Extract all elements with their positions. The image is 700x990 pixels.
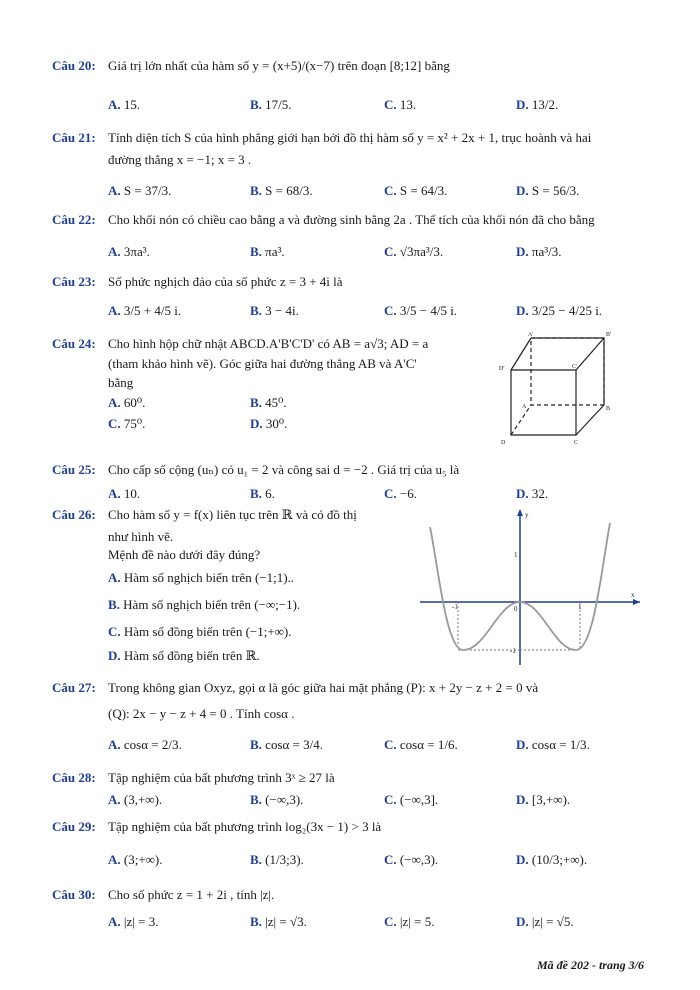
option-b[interactable]: B. S = 68/3. bbox=[250, 183, 313, 198]
label-c: C bbox=[574, 440, 579, 446]
x-tick-neg1: -1 bbox=[452, 603, 458, 611]
label-d: D bbox=[501, 440, 506, 446]
option-d[interactable]: D. S = 56/3. bbox=[516, 183, 580, 198]
question-text: Giá trị lớn nhất của hàm số y = (x+5)/(x−7) trên đoạn [8;12] bằng bbox=[108, 58, 450, 73]
label-a-prime: A' bbox=[528, 332, 534, 338]
question-22: Câu 22: Cho khối nón có chiều cao bằng a và đường sinh bằng 2a . Thể tích của khối nón đã cho bằng bbox=[52, 212, 595, 227]
option-a[interactable]: A. S = 37/3. bbox=[108, 183, 172, 198]
option-d[interactable]: D. Hàm số đồng biến trên ℝ. bbox=[108, 648, 260, 663]
option-a[interactable]: A. 3/5 + 4/5 i. bbox=[108, 303, 182, 318]
option-b[interactable]: B. cosα = 3/4. bbox=[250, 737, 324, 752]
option-c[interactable]: C. S = 64/3. bbox=[384, 183, 448, 198]
question-24: Câu 24: Cho hình hộp chữ nhật ABCD.A'B'C'D' có AB = a√3; AD = a bbox=[52, 336, 429, 351]
option-a[interactable]: A. (3;+∞). bbox=[108, 852, 163, 867]
option-a[interactable]: A. 15. bbox=[108, 97, 141, 112]
option-d[interactable]: D. πa³/3. bbox=[516, 244, 562, 259]
question-20 bbox=[52, 58, 450, 74]
option-b[interactable]: B. (−∞,3). bbox=[250, 792, 304, 807]
option-b[interactable]: B. πa³. bbox=[250, 244, 285, 259]
option-c[interactable]: C. cosα = 1/6. bbox=[384, 737, 458, 752]
option-c[interactable]: C. 75⁰. bbox=[108, 416, 146, 431]
option-a[interactable]: A. cosα = 2/3. bbox=[108, 737, 182, 752]
question-29: Câu 29: Tập nghiệm của bất phương trình log₂(3x − 1) > 3 là bbox=[52, 819, 382, 834]
y-tick-1: 1 bbox=[514, 551, 518, 559]
question-28: Câu 28: Tập nghiệm của bất phương trình 3ˣ ≥ 27 là bbox=[52, 770, 335, 785]
cuboid-figure bbox=[496, 330, 626, 458]
option-d[interactable]: D. [3,+∞). bbox=[516, 792, 571, 807]
option-c[interactable]: C. −6. bbox=[384, 486, 417, 501]
option-d[interactable]: D. 13/2. bbox=[516, 97, 559, 112]
page-footer: Mã đề 202 - trang 3/6 bbox=[536, 958, 644, 972]
option-b[interactable]: B. 6. bbox=[250, 486, 275, 501]
option-b[interactable]: B. |z| = √3. bbox=[250, 914, 307, 929]
label-a: A bbox=[522, 404, 527, 410]
question-26: Câu 26: Cho hàm số y = f(x) liên tục trên ℝ và có đồ thị bbox=[52, 507, 357, 522]
x-axis-label: x bbox=[631, 591, 635, 599]
option-c[interactable]: C. 3/5 − 4/5 i. bbox=[384, 303, 458, 318]
option-c[interactable]: C. √3πa³/3. bbox=[384, 244, 444, 259]
option-a[interactable]: A. 60⁰. bbox=[108, 395, 146, 410]
option-d[interactable]: D. (10/3;+∞). bbox=[516, 852, 588, 867]
label-b-prime: B' bbox=[606, 332, 612, 338]
option-d[interactable]: D. 32. bbox=[516, 486, 549, 501]
option-a[interactable]: A. 10. bbox=[108, 486, 141, 501]
origin-label: 0 bbox=[514, 605, 518, 613]
option-d[interactable]: D. |z| = √5. bbox=[516, 914, 574, 929]
question-25: Câu 25: Cho cấp số cộng (uₙ) có u₁ = 2 và công sai d = −2 . Giá trị của u₅ là bbox=[52, 462, 460, 477]
question-23: Câu 23: Số phức nghịch đảo của số phức z = 3 + 4i là bbox=[52, 274, 343, 289]
option-a[interactable]: A. |z| = 3. bbox=[108, 914, 159, 929]
y-tick-neg1: -1 bbox=[510, 647, 516, 655]
option-a[interactable]: A. 3πa³. bbox=[108, 244, 150, 259]
option-c[interactable]: C. Hàm số đồng biến trên (−1;+∞). bbox=[108, 624, 292, 639]
option-c[interactable]: C. 13. bbox=[384, 97, 417, 112]
option-a[interactable]: A. (3,+∞). bbox=[108, 792, 163, 807]
function-graph bbox=[418, 505, 644, 667]
option-c[interactable]: C. (−∞,3). bbox=[384, 852, 439, 867]
option-b[interactable]: B. 3 − 4i. bbox=[250, 303, 299, 318]
question-27: Câu 27: Trong không gian Oxyz, gọi α là góc giữa hai mặt phẳng (P): x + 2y − z + 2 = 0 và bbox=[52, 680, 539, 695]
question-number: Câu 20: bbox=[52, 58, 96, 73]
x-tick-1: 1 bbox=[578, 603, 582, 611]
option-b[interactable]: B. (1/3;3). bbox=[250, 852, 304, 867]
option-b[interactable]: B. Hàm số nghịch biến trên (−∞;−1). bbox=[108, 597, 301, 612]
option-c[interactable]: C. |z| = 5. bbox=[384, 914, 435, 929]
option-a[interactable]: A. Hàm số nghịch biến trên (−1;1).. bbox=[108, 570, 295, 585]
question-text-line2: đường thẳng x = −1; x = 3 . bbox=[108, 152, 252, 167]
option-d[interactable]: D. cosα = 1/3. bbox=[516, 737, 590, 752]
question-30: Câu 30: Cho số phức z = 1 + 2i , tính |z|. bbox=[52, 887, 275, 902]
label-d-prime: D' bbox=[499, 366, 505, 372]
label-c-prime: C' bbox=[572, 364, 578, 370]
question-21: Câu 21: Tính diện tích S của hình phẳng giới hạn bởi đồ thị hàm số y = x² + 2x + 1, trục hoành và hai bbox=[52, 130, 592, 145]
option-d[interactable]: D. 3/25 − 4/25 i. bbox=[516, 303, 603, 318]
option-d[interactable]: D. 30⁰. bbox=[250, 416, 288, 431]
option-b[interactable]: B. 45⁰. bbox=[250, 395, 287, 410]
label-b: B bbox=[606, 406, 611, 412]
option-c[interactable]: C. (−∞,3]. bbox=[384, 792, 439, 807]
y-axis-label: y bbox=[525, 511, 529, 519]
option-b[interactable]: B. 17/5. bbox=[250, 97, 292, 112]
